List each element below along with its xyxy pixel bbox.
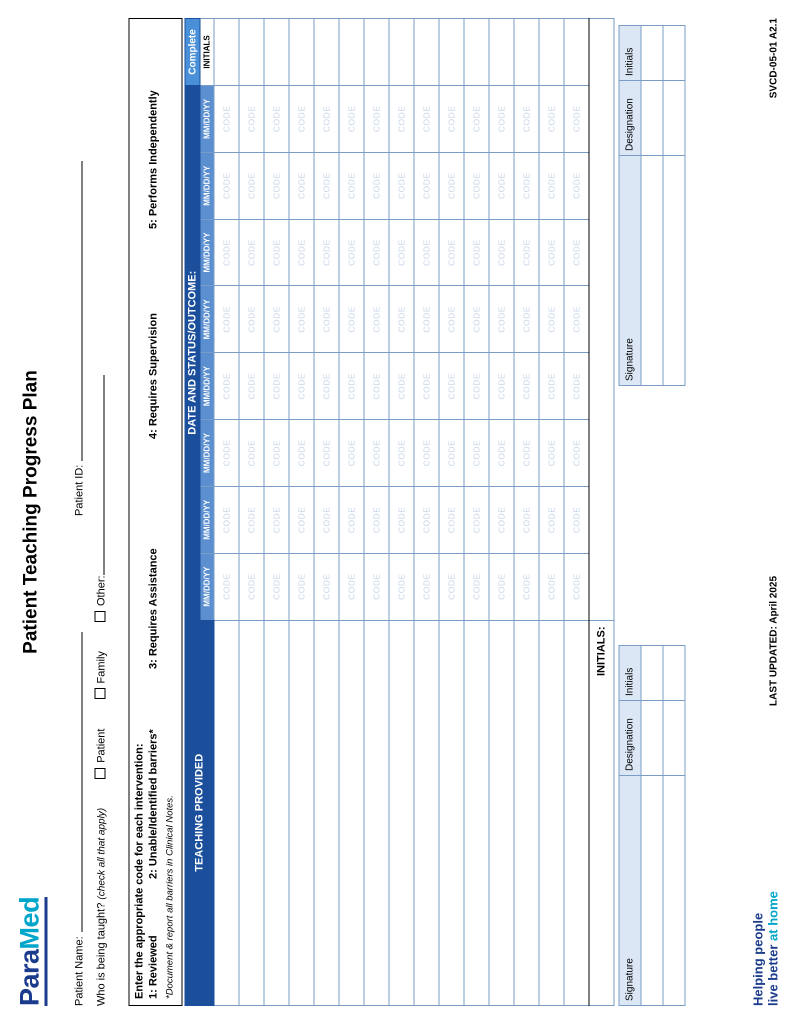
patient-name-input[interactable] xyxy=(70,632,82,932)
tagline-line-2 xyxy=(766,891,781,1006)
initials-row-label: INITIALS: xyxy=(589,620,614,1005)
legend-code-2: 2: Unable/Identified barriers* xyxy=(147,729,159,879)
status-code-cell[interactable]: CODE xyxy=(314,85,339,152)
logo-para-text: Para xyxy=(14,949,44,1006)
status-code-cell[interactable]: CODE xyxy=(314,420,339,487)
teaching-provided-cell[interactable] xyxy=(539,620,564,1005)
other-input[interactable] xyxy=(92,375,104,575)
teaching-provided-cell[interactable] xyxy=(289,620,314,1005)
status-code-cell[interactable]: CODE xyxy=(289,286,314,353)
status-code-cell[interactable]: CODE xyxy=(439,286,464,353)
document-footer xyxy=(741,18,781,1006)
page-title: Patient Teaching Progress Plan xyxy=(20,370,41,654)
sig-right-signature-cell[interactable] xyxy=(663,156,685,386)
status-code-cell[interactable]: CODE xyxy=(239,486,264,553)
status-code-cell[interactable]: CODE xyxy=(564,286,589,353)
table-row xyxy=(663,26,685,386)
status-code-cell[interactable]: CODE xyxy=(464,420,489,487)
status-code-cell[interactable]: CODE xyxy=(389,152,414,219)
status-code-cell[interactable]: CODE xyxy=(289,219,314,286)
table-row xyxy=(439,19,464,1006)
code-legend-box xyxy=(128,18,182,1006)
status-code-cell[interactable]: CODE xyxy=(564,152,589,219)
checkbox-label-patient: Patient xyxy=(95,728,107,763)
table-row xyxy=(539,19,564,1006)
teaching-provided-cell[interactable] xyxy=(439,620,464,1005)
legend-note: *Document & report all barriers in Clinical Notes. xyxy=(164,795,175,999)
initials-cell[interactable] xyxy=(314,19,339,86)
status-code-cell[interactable]: CODE xyxy=(264,420,289,487)
table-row xyxy=(464,19,489,1006)
status-code-cell[interactable]: CODE xyxy=(564,486,589,553)
status-code-cell[interactable]: CODE xyxy=(339,152,364,219)
table-row xyxy=(339,19,364,1006)
status-code-cell[interactable]: CODE xyxy=(264,486,289,553)
initials-cell[interactable] xyxy=(239,19,264,86)
status-code-cell[interactable]: CODE xyxy=(514,85,539,152)
checkbox-option-family[interactable] xyxy=(94,651,107,699)
status-code-cell[interactable]: CODE xyxy=(364,85,389,152)
status-code-cell[interactable]: CODE xyxy=(264,286,289,353)
teaching-provided-cell[interactable] xyxy=(564,620,589,1005)
status-code-cell[interactable]: CODE xyxy=(239,353,264,420)
checkbox-icon[interactable] xyxy=(94,768,105,779)
tagline-line-2-a: live better xyxy=(765,940,781,1006)
col-date-7[interactable]: MM/DD/YY xyxy=(200,152,214,219)
sig-right-initials-cell[interactable] xyxy=(641,26,663,81)
checkbox-option-other[interactable] xyxy=(92,375,107,622)
status-code-cell[interactable]: CODE xyxy=(314,486,339,553)
status-code-cell[interactable]: CODE xyxy=(514,152,539,219)
signature-table-right xyxy=(618,25,685,386)
table-row xyxy=(564,19,589,1006)
status-code-cell[interactable]: CODE xyxy=(214,286,239,353)
sig-left-signature-cell[interactable] xyxy=(641,776,663,1006)
status-code-cell[interactable]: CODE xyxy=(339,353,364,420)
status-code-cell[interactable]: CODE xyxy=(539,286,564,353)
col-date-6[interactable]: MM/DD/YY xyxy=(200,219,214,286)
table-row xyxy=(364,19,389,1006)
sig-left-col-designation: Designation xyxy=(619,701,641,776)
status-code-cell[interactable]: CODE xyxy=(364,286,389,353)
status-code-cell[interactable]: CODE xyxy=(214,219,239,286)
signature-table-left xyxy=(618,645,685,1006)
col-date-status-outcome: DATE AND STATUS/OUTCOME: xyxy=(185,85,200,620)
status-code-cell[interactable]: CODE xyxy=(439,353,464,420)
status-code-cell[interactable]: CODE xyxy=(414,219,439,286)
status-code-cell[interactable]: CODE xyxy=(214,152,239,219)
signature-right-body xyxy=(641,26,685,386)
status-code-cell[interactable]: CODE xyxy=(489,85,514,152)
status-code-cell[interactable]: CODE xyxy=(239,219,264,286)
legend-code-5: 5: Performs Independently xyxy=(147,90,159,229)
legend-code-4: 4: Requires Supervision xyxy=(147,313,159,439)
sig-right-col-signature: Signature xyxy=(619,156,641,386)
teaching-provided-cell[interactable] xyxy=(239,620,264,1005)
status-code-cell[interactable]: CODE xyxy=(489,486,514,553)
initials-cell[interactable] xyxy=(489,19,514,86)
patient-name-label: Patient Name: xyxy=(73,936,85,1006)
col-date-3[interactable]: MM/DD/YY xyxy=(200,420,214,487)
status-code-cell[interactable]: CODE xyxy=(389,286,414,353)
status-code-cell[interactable]: CODE xyxy=(439,553,464,620)
teaching-grid-wrapper xyxy=(184,18,614,1006)
last-updated-text: LAST UPDATED: April 2025 xyxy=(768,575,779,706)
sig-left-designation-cell[interactable] xyxy=(641,701,663,776)
status-code-cell[interactable]: CODE xyxy=(364,420,389,487)
patient-id-field xyxy=(70,161,85,516)
sig-right-col-designation: Designation xyxy=(619,81,641,156)
status-code-cell[interactable]: CODE xyxy=(464,553,489,620)
col-date-1[interactable]: MM/DD/YY xyxy=(200,553,214,620)
status-code-cell[interactable]: CODE xyxy=(489,353,514,420)
table-row xyxy=(314,19,339,1006)
status-code-cell[interactable]: CODE xyxy=(339,486,364,553)
status-code-cell[interactable]: CODE xyxy=(289,152,314,219)
legend-code-1: 1: Reviewed xyxy=(147,935,159,999)
document-header xyxy=(14,18,70,1006)
status-code-cell[interactable]: CODE xyxy=(214,85,239,152)
col-date-5[interactable]: MM/DD/YY xyxy=(200,286,214,353)
status-code-cell[interactable]: CODE xyxy=(339,85,364,152)
status-code-cell[interactable]: CODE xyxy=(389,486,414,553)
sig-left-signature-cell[interactable] xyxy=(663,776,685,1006)
status-code-cell[interactable]: CODE xyxy=(539,486,564,553)
table-head xyxy=(185,19,214,1006)
status-code-cell[interactable]: CODE xyxy=(514,219,539,286)
status-code-cell[interactable]: CODE xyxy=(339,420,364,487)
status-code-cell[interactable]: CODE xyxy=(414,420,439,487)
initials-cell[interactable] xyxy=(414,19,439,86)
signature-right-head-row xyxy=(619,26,641,386)
who-taught-row xyxy=(92,375,107,1006)
status-code-cell[interactable]: CODE xyxy=(389,553,414,620)
teaching-provided-cell[interactable] xyxy=(364,620,389,1005)
col-teaching-provided: TEACHING PROVIDED xyxy=(185,620,214,1005)
teaching-provided-cell[interactable] xyxy=(389,620,414,1005)
status-code-cell[interactable]: CODE xyxy=(314,353,339,420)
initials-summary-row xyxy=(589,19,614,1006)
sig-left-initials-cell[interactable] xyxy=(663,646,685,701)
status-code-cell[interactable]: CODE xyxy=(414,553,439,620)
status-code-cell[interactable]: CODE xyxy=(239,420,264,487)
table-row xyxy=(214,19,239,1006)
sig-left-col-initials: Initials xyxy=(619,646,641,701)
teaching-provided-cell[interactable] xyxy=(314,620,339,1005)
status-code-cell[interactable]: CODE xyxy=(464,152,489,219)
status-code-cell[interactable]: CODE xyxy=(539,553,564,620)
status-code-cell[interactable]: CODE xyxy=(364,152,389,219)
status-code-cell[interactable]: CODE xyxy=(264,85,289,152)
status-code-cell[interactable]: CODE xyxy=(389,420,414,487)
initials-cell[interactable] xyxy=(289,19,314,86)
initials-cell[interactable] xyxy=(439,19,464,86)
initials-cell[interactable] xyxy=(364,19,389,86)
status-code-cell[interactable]: CODE xyxy=(239,286,264,353)
status-code-cell[interactable]: CODE xyxy=(289,553,314,620)
col-date-2[interactable]: MM/DD/YY xyxy=(200,486,214,553)
patient-id-input[interactable] xyxy=(70,161,82,461)
status-code-cell[interactable]: CODE xyxy=(289,353,314,420)
tagline-line-1: Helping people xyxy=(750,912,766,1006)
status-code-cell[interactable]: CODE xyxy=(314,219,339,286)
status-code-cell[interactable]: CODE xyxy=(464,219,489,286)
status-code-cell[interactable]: CODE xyxy=(514,286,539,353)
status-code-cell[interactable]: CODE xyxy=(539,85,564,152)
checkbox-icon[interactable] xyxy=(94,688,105,699)
checkbox-option-patient[interactable] xyxy=(94,729,107,779)
teaching-progress-table xyxy=(184,18,614,1006)
status-code-cell[interactable]: CODE xyxy=(289,420,314,487)
status-code-cell[interactable]: CODE xyxy=(439,219,464,286)
initials-cell[interactable] xyxy=(464,19,489,86)
sig-right-initials-cell[interactable] xyxy=(663,26,685,81)
table-head-row-1 xyxy=(185,19,200,1006)
teaching-provided-cell[interactable] xyxy=(464,620,489,1005)
document-code: SVCD-05-01 A2.1 xyxy=(768,18,779,99)
status-code-cell[interactable]: CODE xyxy=(264,152,289,219)
status-code-cell[interactable]: CODE xyxy=(514,486,539,553)
status-code-cell[interactable]: CODE xyxy=(264,553,289,620)
sig-left-designation-cell[interactable] xyxy=(663,701,685,776)
col-date-8[interactable]: MM/DD/YY xyxy=(200,85,214,152)
status-code-cell[interactable]: CODE xyxy=(539,353,564,420)
status-code-cell[interactable]: CODE xyxy=(539,219,564,286)
legend-intro: Enter the appropriate code for each intervention: xyxy=(133,743,145,999)
status-code-cell[interactable]: CODE xyxy=(414,152,439,219)
table-row xyxy=(239,19,264,1006)
initials-cell[interactable] xyxy=(514,19,539,86)
status-code-cell[interactable]: CODE xyxy=(389,85,414,152)
tagline-line-2-b: at home xyxy=(765,891,781,941)
status-code-cell[interactable]: CODE xyxy=(339,286,364,353)
initials-cell[interactable] xyxy=(264,19,289,86)
initials-cell[interactable] xyxy=(564,19,589,86)
col-date-4[interactable]: MM/DD/YY xyxy=(200,353,214,420)
status-code-cell[interactable]: CODE xyxy=(414,85,439,152)
status-code-cell[interactable]: CODE xyxy=(214,420,239,487)
teaching-provided-cell[interactable] xyxy=(414,620,439,1005)
status-code-cell[interactable]: CODE xyxy=(339,219,364,286)
status-code-cell[interactable]: CODE xyxy=(364,486,389,553)
signature-left-body xyxy=(641,646,685,1006)
status-code-cell[interactable]: CODE xyxy=(414,353,439,420)
table-row xyxy=(641,646,663,1006)
status-code-cell[interactable]: CODE xyxy=(439,85,464,152)
checkbox-label-other: Other: xyxy=(95,575,107,607)
table-row xyxy=(514,19,539,1006)
signature-left-head xyxy=(619,646,641,1006)
status-code-cell[interactable]: CODE xyxy=(489,152,514,219)
brand-tagline xyxy=(751,891,781,1006)
sig-right-designation-cell[interactable] xyxy=(663,81,685,156)
initials-cell[interactable] xyxy=(539,19,564,86)
table-row xyxy=(414,19,439,1006)
who-taught-label: Who is being taught? xyxy=(95,902,107,1006)
status-code-cell[interactable]: CODE xyxy=(539,152,564,219)
status-code-cell[interactable]: CODE xyxy=(264,353,289,420)
table-foot xyxy=(589,19,614,1006)
sig-right-signature-cell[interactable] xyxy=(641,156,663,386)
status-code-cell[interactable]: CODE xyxy=(489,553,514,620)
status-code-cell[interactable]: CODE xyxy=(364,219,389,286)
teaching-provided-cell[interactable] xyxy=(514,620,539,1005)
status-code-cell[interactable]: CODE xyxy=(314,152,339,219)
status-code-cell[interactable]: CODE xyxy=(564,353,589,420)
patient-id-label: Patient ID: xyxy=(73,464,85,516)
patient-info-block xyxy=(70,18,128,1006)
status-code-cell[interactable]: CODE xyxy=(389,219,414,286)
status-code-cell[interactable]: CODE xyxy=(239,553,264,620)
status-code-cell[interactable]: CODE xyxy=(214,553,239,620)
status-code-cell[interactable]: CODE xyxy=(264,219,289,286)
col-initials: INITIALS xyxy=(200,19,214,86)
table-row xyxy=(264,19,289,1006)
status-code-cell[interactable]: CODE xyxy=(539,420,564,487)
status-code-cell[interactable]: CODE xyxy=(364,553,389,620)
initials-cell[interactable] xyxy=(389,19,414,86)
who-taught-hint: (check all that apply) xyxy=(96,807,107,900)
table-row xyxy=(489,19,514,1006)
sig-left-initials-cell[interactable] xyxy=(641,646,663,701)
status-code-cell[interactable]: CODE xyxy=(564,85,589,152)
teaching-provided-cell[interactable] xyxy=(264,620,289,1005)
status-code-cell[interactable]: CODE xyxy=(214,353,239,420)
col-complete: Complete xyxy=(185,19,200,86)
status-code-cell[interactable]: CODE xyxy=(489,420,514,487)
patient-name-field xyxy=(70,632,85,1006)
teaching-provided-cell[interactable] xyxy=(489,620,514,1005)
signature-area xyxy=(618,18,696,1006)
status-code-cell[interactable]: CODE xyxy=(514,353,539,420)
status-code-cell[interactable]: CODE xyxy=(564,553,589,620)
status-code-cell[interactable]: CODE xyxy=(364,353,389,420)
sig-right-designation-cell[interactable] xyxy=(641,81,663,156)
legend-code-3: 3: Requires Assistance xyxy=(147,548,159,669)
table-row xyxy=(641,26,663,386)
checkbox-icon[interactable] xyxy=(94,611,105,622)
status-code-cell[interactable]: CODE xyxy=(564,219,589,286)
status-code-cell[interactable]: CODE xyxy=(389,353,414,420)
signature-right-head xyxy=(619,26,641,386)
status-code-cell[interactable]: CODE xyxy=(464,85,489,152)
status-code-cell[interactable]: CODE xyxy=(239,85,264,152)
status-code-cell[interactable]: CODE xyxy=(289,486,314,553)
sig-right-col-initials: Initials xyxy=(619,26,641,81)
teaching-provided-cell[interactable] xyxy=(214,620,239,1005)
status-code-cell[interactable]: CODE xyxy=(289,85,314,152)
status-code-cell[interactable]: CODE xyxy=(464,486,489,553)
status-code-cell[interactable]: CODE xyxy=(314,553,339,620)
status-code-cell[interactable]: CODE xyxy=(464,353,489,420)
status-code-cell[interactable]: CODE xyxy=(214,486,239,553)
status-code-cell[interactable]: CODE xyxy=(464,286,489,353)
teaching-provided-cell[interactable] xyxy=(339,620,364,1005)
table-row xyxy=(389,19,414,1006)
initials-cell[interactable] xyxy=(339,19,364,86)
table-body xyxy=(214,19,589,1006)
table-row xyxy=(663,646,685,1006)
status-code-cell[interactable]: CODE xyxy=(414,286,439,353)
status-code-cell[interactable]: CODE xyxy=(414,486,439,553)
logo-med-text: Med xyxy=(14,896,44,950)
initials-cell[interactable] xyxy=(214,19,239,86)
legend-codes-row xyxy=(147,25,161,999)
status-code-cell[interactable]: CODE xyxy=(439,486,464,553)
initials-row-space xyxy=(589,19,614,621)
status-code-cell[interactable]: CODE xyxy=(439,420,464,487)
table-row xyxy=(289,19,314,1006)
status-code-cell[interactable]: CODE xyxy=(564,420,589,487)
status-code-cell[interactable]: CODE xyxy=(314,286,339,353)
sig-left-col-signature: Signature xyxy=(619,776,641,1006)
status-code-cell[interactable]: CODE xyxy=(514,420,539,487)
status-code-cell[interactable]: CODE xyxy=(439,152,464,219)
signature-left-head-row xyxy=(619,646,641,1006)
status-code-cell[interactable]: CODE xyxy=(239,152,264,219)
status-code-cell[interactable]: CODE xyxy=(489,219,514,286)
status-code-cell[interactable]: CODE xyxy=(339,553,364,620)
checkbox-label-family: Family xyxy=(95,651,107,684)
status-code-cell[interactable]: CODE xyxy=(489,286,514,353)
status-code-cell[interactable]: CODE xyxy=(514,553,539,620)
